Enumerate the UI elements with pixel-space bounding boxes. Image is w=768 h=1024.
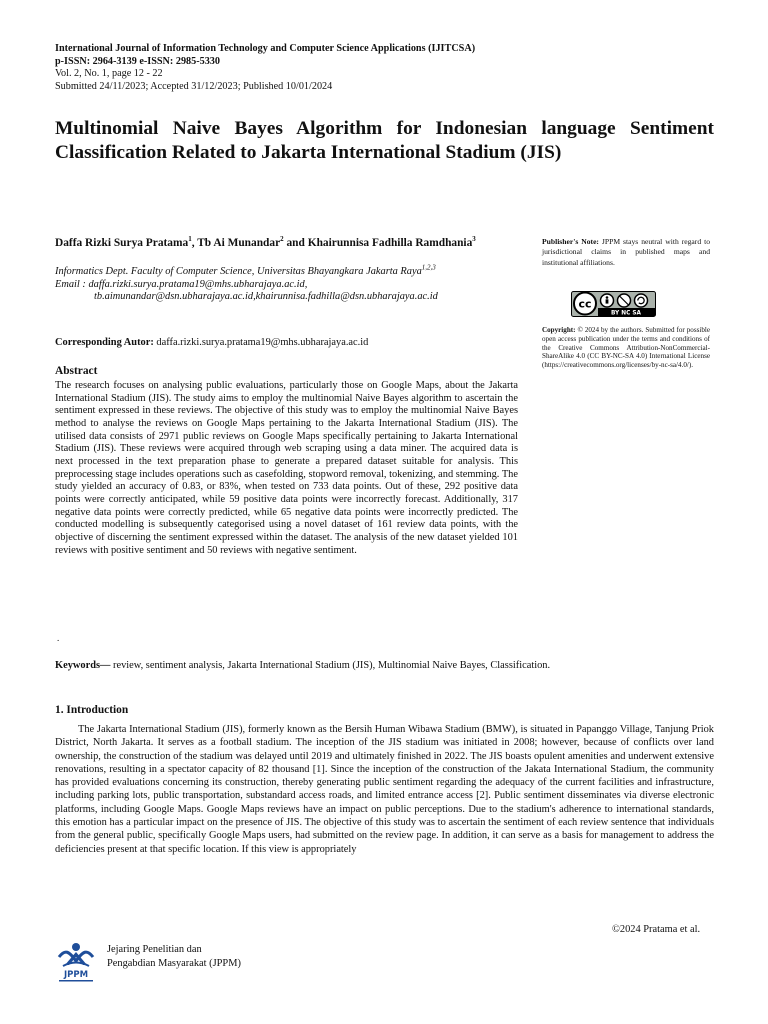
footer-org: [107, 943, 241, 971]
submission-dates: Submitted 24/11/2023; Accepted 31/12/2023; Published 10/01/2024: [55, 80, 333, 92]
journal-header: [55, 43, 695, 93]
copyright-notice: [542, 326, 710, 370]
author-3: Khairunnisa Fadhilla Ramdhania: [307, 237, 473, 249]
copyright-text: © 2024 by the authors. Submitted for possible open access publication under the terms and conditions of the Creative Commons Attribution-NonCommercial-ShareAlike 4.0 (CC BY-NC-SA 4.0) International License (https://creativecommons.org/licenses/by-nc-sa/4.0/).: [542, 326, 710, 370]
introduction-heading: 1. Introduction: [55, 704, 129, 716]
author-2-sup: 2: [280, 235, 284, 244]
department: Informatics Dept. Faculty of Computer Science, Universitas Bhayangkara Jakarta Raya: [55, 266, 422, 277]
keywords: [55, 660, 715, 671]
footer-copyright: ©2024 Pratama et al.: [612, 924, 701, 935]
keywords-label: Keywords—: [55, 660, 111, 671]
keywords-text: review, sentiment analysis, Jakarta International Stadium (JIS), Multinomial Naive Bayes, Classification.: [110, 660, 551, 671]
abstract-text: The research focuses on analysing public evaluations, particularly those on Google Maps, about the Jakarta International Stadium (JIS). The study aims to employ the multinomial Naive Bayes algorithm to ascertain the sentiment expressed in these reviews. The objective of this study was to employ the multinomial Naive Bayes method to analyse the reviews on Google Maps pertaining to the Jakarta International Stadium (JIS). The utilised data consists of 2971 public reviews on Google Maps specifically pertaining to Jakarta International Stadium (JIS). These reviews were acquired through web scraping using a data miner. The acquired data is next processed in the text preparation phase to generate a prepared dataset suitable for analysis. This preprocessing stage includes operations such as casefolding, stopword removal, tokenizing, and stemming. The study yielded an accuracy of 0.83, or 83%, when tested on 733 data points. Out of these, 292 positive data points were correctly anticipated, while 59 positive data points were incorrectly forecast. Additionally, 317 negative data points were correctly predicted, while 65 negative data points were incorrectly predicted. The conducted modelling is subsequently categorised using a novel dataset of 161 review data points, with the objective of discerning the sentiment expressed within the dataset. The analysis of the new dataset yielded 101 reviews with positive sentiment and 50 reviews with negative sentiment.: [55, 380, 518, 556]
author-sep: and: [283, 237, 308, 249]
publisher-note-label: Publisher's Note:: [542, 237, 599, 246]
publisher-note: [542, 237, 710, 268]
introduction-text: The Jakarta International Stadium (JIS), formerly known as the Bersih Human Wibawa Stadium (BMW), is situated in Papanggo Village, Tanjung Priok District, North Jakarta. It serves as a football stadium. The inception of the JIS stadium was initiated in 2008; however, because of conflicts over land ownership, the construction of the stadium was delayed until 2019 and ultimately finished in 2022. The JIS boasts opulent amenities and underwent extensive renovations, resulting in a spectator capacity of 82 thousand [1]. Since the inception of the construction of the Jakata International Stadium, the community has provided evaluations concerning its construction, thereby generating public sentiment regarding the adequacy of the current facilities and infrastructure, including parking lots, public transportation, substandard access roads, and limited entrance access [2]. Public sentiment disseminates via diverse electronic platforms, including Google Maps. Google Maps reviews have an impact on public perceptions. Due to the stadium's adherence to international standards, this emotion has a particular impact on the presence of JIS. The objective of this study was to ascertain the sentiment of each review sentence that individuals from the general public, specifically Google Maps users, had submitted on the review page. In addition, it can serve as a basis for management to address the deficiencies present at that specific location. If this view is appropriately: [55, 724, 714, 855]
footer-org-line-2: Pengabdian Masyarakat (JPPM): [107, 958, 241, 969]
jppm-logo-icon: [55, 935, 97, 985]
department-sup: 1,2,3: [421, 263, 436, 272]
jppm-logo: [55, 935, 97, 985]
publisher-note-text: JPPM stays neutral with regard to jurisdictional claims in published maps and institutional affiliations.: [542, 237, 710, 267]
affiliation: [55, 263, 535, 304]
trailing-dot: .: [57, 633, 60, 643]
cc-license-badge[interactable]: [571, 291, 656, 317]
corresponding-email: daffa.rizki.surya.pratama19@mhs.ubharajaya.ac.id: [153, 337, 369, 348]
authors: [55, 236, 529, 250]
corresponding-author: [55, 337, 525, 348]
logo-text: JPPM: [63, 970, 89, 980]
corresponding-label: Corresponding Autor:: [55, 337, 154, 348]
cc-by-nc-sa-icon: [571, 291, 656, 317]
author-3-sup: 3: [472, 235, 476, 244]
issn: p-ISSN: 2964-3139 e-ISSN: 2985-5330: [55, 55, 220, 67]
author-2: Tb Ai Munandar: [197, 237, 281, 249]
paper-title: Multinomial Naive Bayes Algorithm for Indonesian language Sentiment Classification Related to Jakarta International Stadium (JIS): [55, 118, 714, 163]
author-1-sup: 1: [188, 235, 192, 244]
author-sep: ,: [191, 237, 198, 249]
cc-text: cc: [578, 297, 592, 311]
volume-info: Vol. 2, No. 1, page 12 - 22: [55, 68, 163, 79]
footer-org-line-1: Jejaring Penelitian dan: [107, 944, 202, 955]
email-line-1: Email : daffa.rizki.surya.pratama19@mhs.ubharajaya.ac.id,: [55, 278, 308, 290]
cc-sub-text: BY NC SA: [610, 310, 642, 317]
author-1: Daffa Rizki Surya Pratama: [55, 237, 189, 249]
copyright-label: Copyright:: [542, 326, 576, 334]
abstract-heading: Abstract: [55, 365, 98, 377]
journal-name: International Journal of Information Technology and Computer Science Applications (IJITCSA): [55, 43, 476, 54]
email-line-2: tb.aimunandar@dsn.ubharajaya.ac.id,khairunnisa.fadhilla@dsn.ubharajaya.ac.id: [94, 291, 438, 303]
